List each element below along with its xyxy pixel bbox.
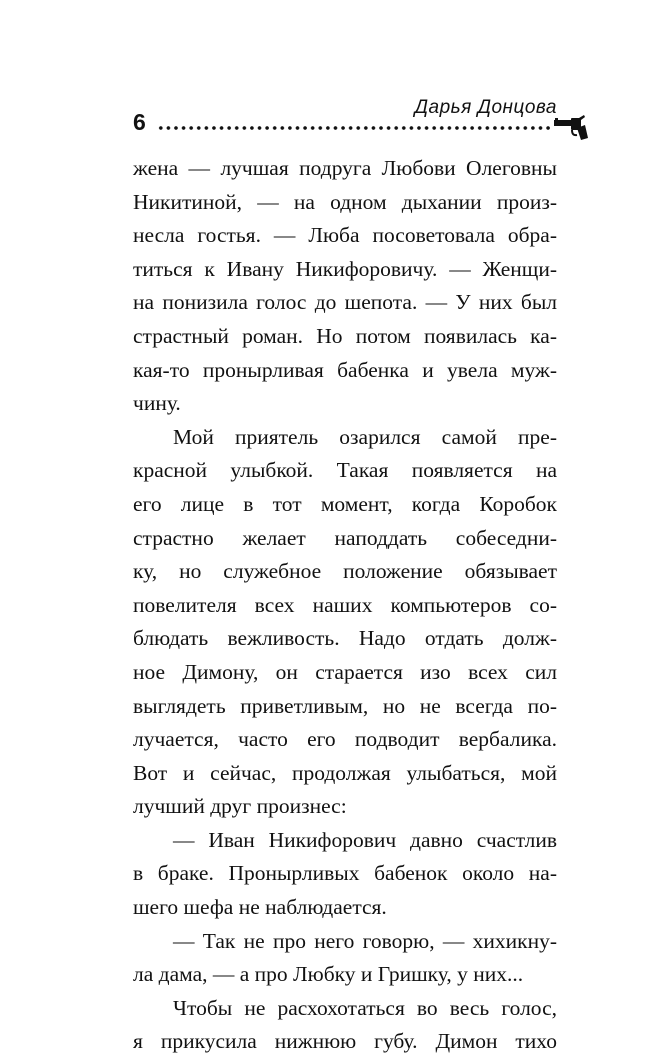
- text-line: Никитиной, — на одном дыхании произ-: [133, 189, 557, 214]
- text-line: шего шефа не наблюдается.: [133, 895, 387, 920]
- text-line: Мой приятель озарился самой пре-: [173, 424, 557, 449]
- page-number: 6: [133, 109, 146, 135]
- text-line: страстно желает наподдать собеседни-: [133, 525, 557, 550]
- text-line: ное Димону, он старается изо всех сил: [133, 659, 557, 684]
- text-line: чину.: [133, 391, 181, 416]
- text-line: повелителя всех наших компьютеров со-: [133, 592, 557, 617]
- running-header-author: Дарья Донцова: [414, 97, 557, 118]
- text-line: кая-то пронырливая бабенка и увела муж-: [133, 357, 557, 382]
- text-line: титься к Ивану Никифоровичу. — Женщи-: [133, 256, 557, 281]
- text-line: Вот и сейчас, продолжая улыбаться, мой: [133, 760, 557, 785]
- text-line: лучается, часто его подводит вербалика.: [133, 727, 557, 752]
- text-line: — Иван Никифорович давно счастлив: [173, 827, 557, 852]
- text-line: я прикусила нижнюю губу. Димон тихо: [133, 1029, 557, 1054]
- text-line: блюдать вежливость. Надо отдать долж-: [133, 626, 557, 651]
- text-line: лучший друг произнес:: [133, 794, 347, 819]
- text-line: красной улыбкой. Такая появляется на: [133, 458, 557, 483]
- text-line: выглядеть приветливым, но не всегда по-: [133, 693, 557, 718]
- text-line: жена — лучшая подруга Любови Олеговны: [133, 156, 557, 180]
- text-line: его лице в тот момент, когда Коробок: [133, 491, 557, 516]
- text-line: Чтобы не расхохотаться во весь голос,: [173, 995, 557, 1020]
- text-line: несла гостья. — Люба посоветовала обра-: [133, 223, 557, 248]
- text-line: страстный роман. Но потом появилась ка-: [133, 323, 557, 348]
- dotted-leader: [157, 125, 553, 131]
- body-text: [133, 152, 557, 1059]
- text-line: ку, но служебное положение обязывает: [133, 559, 557, 584]
- text-line: в браке. Пронырливых бабенок около на-: [133, 861, 557, 886]
- text-line: на понизила голос до шепота. — У них был: [133, 290, 557, 315]
- revolver-icon: [553, 115, 589, 141]
- running-header: [133, 95, 589, 145]
- text-line: ла дама, — а про Любку и Гришку, у них...: [133, 962, 524, 987]
- text-line: — Так не про него говорю, — хихикну-: [173, 928, 557, 953]
